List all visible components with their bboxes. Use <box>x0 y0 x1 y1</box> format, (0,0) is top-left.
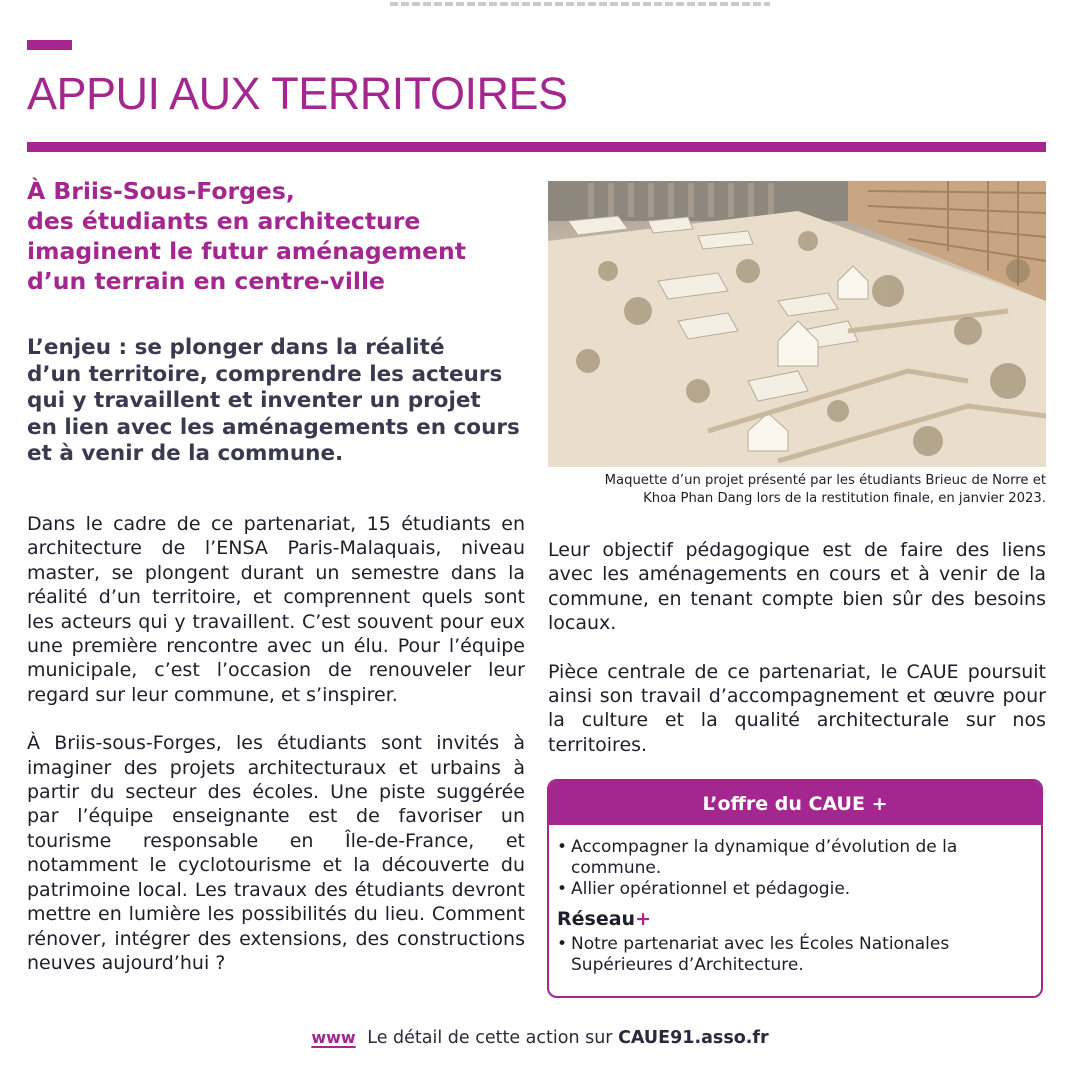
offer-item: • Allier opérationnel et pédagogie. <box>557 879 1041 900</box>
network-list <box>549 934 1041 976</box>
body-paragraph: Leur objectif pédagogique est de faire des liens avec les aménagements en cours et à venir de la commune, en tenant compte bien sûr des besoins locaux. <box>548 539 1046 635</box>
network-plus: + <box>635 908 651 930</box>
network-item: • Notre partenariat avec les Écoles Nationales Supérieures d’Architecture. <box>557 934 1041 976</box>
caue-offer-box <box>547 779 1043 998</box>
section-title: APPUI AUX TERRITOIRES <box>27 68 568 119</box>
architecture-model-image <box>548 181 1046 467</box>
caption-line: Maquette d’un projet présenté par les étudiants Brieuc de Norre et <box>604 473 1046 488</box>
lede-line: et à venir de la commune. <box>27 441 344 466</box>
title-divider <box>27 142 1046 152</box>
accent-bar <box>27 40 72 50</box>
photo-caption <box>548 472 1046 508</box>
footer-link-line <box>0 1028 1080 1048</box>
lede-line: d’un territoire, comprendre les acteurs <box>27 361 503 387</box>
caption-line: Khoa Phan Dang lors de la restitution finale, en janvier 2023. <box>643 491 1046 506</box>
offer-list <box>549 837 1041 900</box>
footer-text: Le détail de cette action sur <box>367 1028 613 1048</box>
lede-line: en lien avec les aménagements en cours <box>27 414 520 440</box>
body-column-right <box>548 538 1046 757</box>
headline-line: imaginent le futur aménagement <box>27 237 466 265</box>
website-link[interactable]: CAUE91.asso.fr <box>618 1028 769 1048</box>
offer-item: • Accompagner la dynamique d’évolution de la commune. <box>557 837 1041 879</box>
lede-line: qui y travaillent et inventer un projet <box>27 388 481 413</box>
headline-line: À Briis-Sous-Forges, <box>27 177 295 205</box>
model-photo <box>548 181 1046 467</box>
body-paragraph: Pièce centrale de ce partenariat, le CAUE poursuit ainsi son travail d’accompagnement et œuvre pour la culture et la qualité architecturale sur nos territoires. <box>548 660 1046 756</box>
lede-line: L’enjeu : se plonger dans la réalité <box>27 335 445 360</box>
network-title: Réseau <box>557 908 636 930</box>
body-column-left <box>27 512 525 975</box>
offer-box-title: L’offre du CAUE + <box>549 781 1041 825</box>
network-heading <box>557 908 1041 930</box>
article-headline <box>27 176 532 296</box>
article-lede <box>27 335 532 468</box>
headline-line: d’un terrain en centre-ville <box>27 267 385 295</box>
body-paragraph: À Briis-sous-Forges, les étudiants sont invités à imaginer des projets architecturaux et urbains à partir du secteur des écoles. Une piste suggérée par l’équipe enseignante est de favoriser un tourisme responsable en Île-de-France, et notamment le cyclotourisme et la découverte du patrimoine local. Les travaux des étudiants devront mettre en lumière les possibilités du lieu. Comment rénover, intégrer des extensions, des constructions neuves aujourd’hui ? <box>27 732 525 974</box>
cropped-header-text <box>390 0 770 8</box>
www-icon: www <box>311 1028 356 1047</box>
body-paragraph: Dans le cadre de ce partenariat, 15 étudiants en architecture de l’ENSA Paris-Malaquais, niveau master, se plongent durant un semestre dans la réalité d’un territoire, et comprennent quels sont les acteurs qui y travaillent. C’est souvent pour eux une première rencontre avec un élu. Pour l’équipe municipale, c’est l’occasion de renouveler leur regard sur leur commune, et s’inspirer. <box>27 513 525 706</box>
headline-line: des étudiants en architecture <box>27 207 421 235</box>
